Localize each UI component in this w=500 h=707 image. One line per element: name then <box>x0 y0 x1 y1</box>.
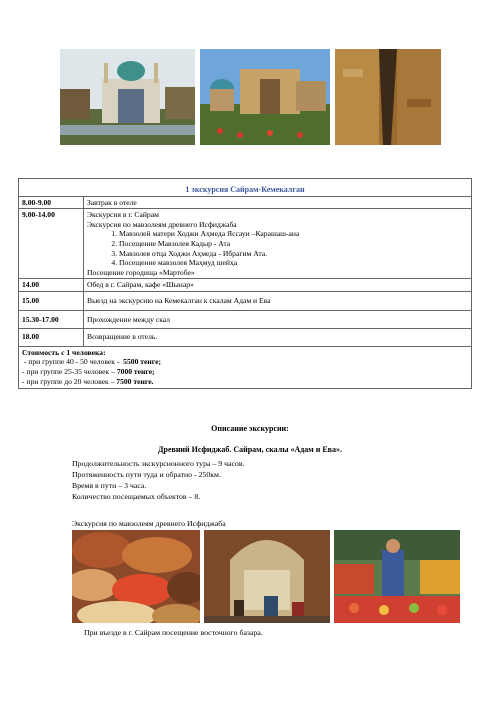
table-row: 9.00-14.00 Экскурсия в г. Сайрам Экскурсия по мавзолеям древнего Исфиджаба 1. Мавзолей матери Ходжи Аҳмеда Яссауи –Карашаш-ана 2. Посещение Мавзолея Кадыр - Ата 3. Мавзолея отца Ходжи Аҳмеда - Ибрагим Ата. 4. Посещение мавзолея Маҳмуд шейҳа Посещение городища «Мартобе» <box>19 209 472 279</box>
description-subheading: Древний Исфиджаб. Сайрам, скалы «Адам и Ева». <box>158 445 342 454</box>
list-item: 3. Мавзолея отца Ходжи Аҳмеда - Ибрагим Ата. <box>119 249 468 259</box>
mausoleum-line: Экскурсия по мавзолеям древнего Исфиджаба <box>72 519 226 528</box>
table-row: 18.00 Возвращение в отель. <box>19 329 472 347</box>
fact-line: Количество посещаемых объектов – 8. <box>72 492 201 501</box>
tour-schedule-table <box>18 178 472 389</box>
price: 7000 тенге; <box>116 366 155 376</box>
cost-heading: Стоимость с 1 человека: <box>22 347 106 357</box>
dried-fruits-photo <box>72 530 200 623</box>
price: 7500 тенге. <box>116 376 154 386</box>
fact-line: Продолжительность экскурсионного тура – 9 часов. <box>72 459 245 468</box>
table-row: 15.30-17.00 Прохождение между скал <box>19 310 472 329</box>
list-item: 2. Посещение Мавзолея Кадыр - Ата <box>119 239 468 249</box>
list-item: 1. Мавзолей матери Ходжи Аҳмеда Яссауи –Карашаш-ана <box>119 229 468 239</box>
table-row: 14.00 Обед в г. Сайрам, кафе «Шынар» <box>19 279 472 292</box>
list-item: 4. Посещение мавзолея Маҳмуд шейҳа <box>119 258 468 268</box>
tour-facts <box>72 458 244 502</box>
price: 5500 тенге; <box>123 357 161 367</box>
mausoleum-photo <box>60 49 195 145</box>
table-row: Стоимость с 1 человека: - при группе 40 - 50 человек - 5500 тенге; - при группе 25-35 человек – 7000 тенге; - при группе до 20 человек – 7500 тенге. <box>19 346 472 388</box>
table-row: 15.00 Выезд на экскурсию на Кемекалган к скалам Адам и Ева <box>19 291 472 310</box>
table-row: 8.00-9.00 Завтрак в отеле <box>19 196 472 209</box>
bazaar-caption: При въезде в г. Сайрам посещение восточного базара. <box>84 628 263 637</box>
mosque-domes-photo <box>200 49 330 145</box>
market-stall-photo <box>334 530 460 623</box>
fact-line: Время в пути – 3 часа. <box>72 481 147 490</box>
rock-canyon-photo <box>335 49 441 145</box>
fact-line: Протяженность пути туда и обратно - 250км. <box>72 470 221 479</box>
description-heading: Описание экскурсии: <box>211 424 289 433</box>
bazaar-painting-photo <box>204 530 330 623</box>
mausoleum-list <box>87 229 468 267</box>
tour-title: 1 экскурсия Сайрам-Кемекалган <box>19 179 472 197</box>
